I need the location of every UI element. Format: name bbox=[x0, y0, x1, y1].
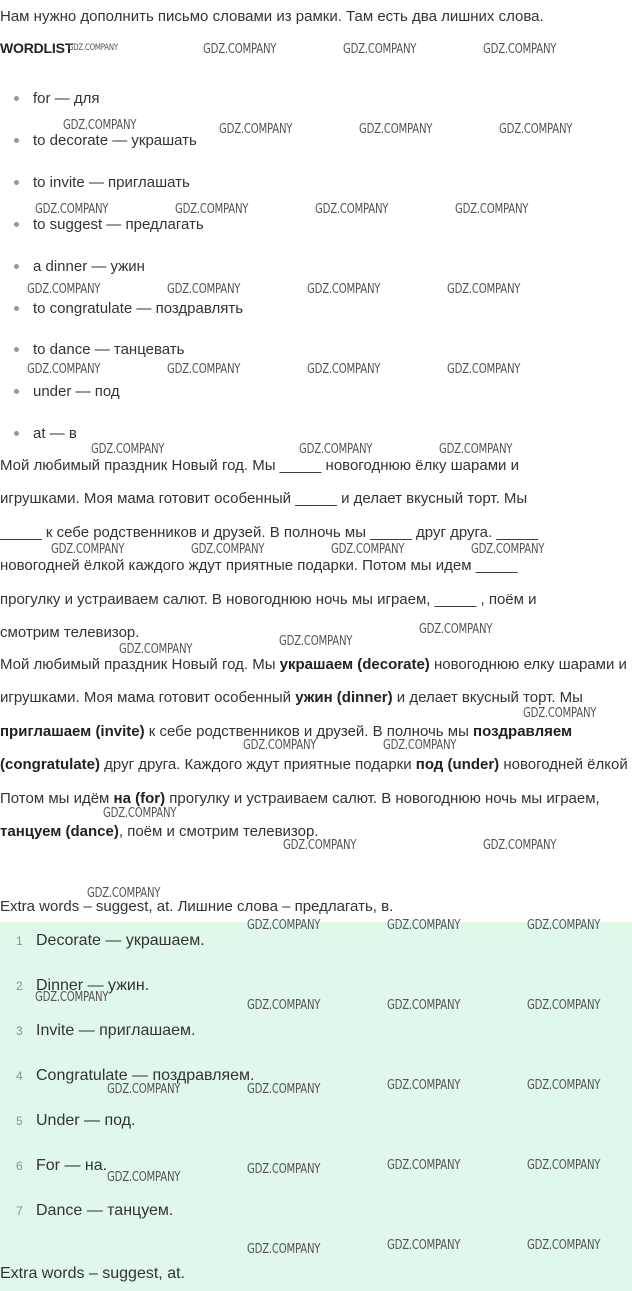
wordlist-item bbox=[14, 132, 197, 149]
gap-text-line: Мой любимый праздник Новый год. Мы _____ новогоднюю ёлку шарами и bbox=[0, 457, 519, 474]
watermark: GDZ.COMPANY bbox=[247, 1162, 321, 1177]
filled-text-segment: и делает вкусный торт. Мы bbox=[392, 689, 583, 707]
wordlist-item-text: at — в bbox=[33, 425, 77, 442]
extra-words-answer: Extra words – suggest, at. bbox=[0, 1265, 185, 1282]
watermark: GDZ.COMPANY bbox=[523, 706, 597, 721]
watermark: GDZ.COMPANY bbox=[387, 1238, 461, 1253]
answer-number: 7 bbox=[16, 1204, 23, 1218]
watermark: GDZ.COMPANY bbox=[471, 542, 545, 557]
filled-text-segment: новогоднюю елку шарами и игрушками. Моя мама готовит особенный bbox=[0, 656, 627, 707]
watermark: GDZ.COMPANY bbox=[103, 806, 177, 821]
answer-item bbox=[16, 1022, 195, 1040]
watermark: GDZ.COMPANY bbox=[383, 738, 457, 753]
wordlist-item-text: to invite — приглашать bbox=[33, 174, 190, 191]
filled-answer: под (under) bbox=[415, 756, 500, 774]
wordlist-item bbox=[14, 383, 120, 400]
filled-answer: на (for) bbox=[113, 789, 166, 807]
answer-text: Under — под. bbox=[36, 1112, 136, 1129]
watermark: GDZ.COMPANY bbox=[447, 362, 521, 377]
answer-item bbox=[16, 1112, 135, 1130]
filled-text-segment: , поём и смотрим телевизор. bbox=[118, 823, 319, 841]
gap-text-line: смотрим телевизор. bbox=[0, 624, 140, 642]
filled-answer: танцуем (dance) bbox=[0, 823, 119, 841]
answer-text: For — на. bbox=[36, 1157, 108, 1174]
wordlist-item-text: to dance — танцевать bbox=[33, 341, 185, 358]
filled-text-segment: новогодней ёлкой Потом мы идём bbox=[0, 756, 628, 807]
watermark: GDZ.COMPANY bbox=[203, 42, 277, 57]
bullet-icon bbox=[14, 389, 19, 394]
filled-text-segment: прогулку и устраиваем салют. В новогоднюю ночь мы играем, bbox=[165, 789, 600, 807]
wordlist-item-text: to congratulate — поздравлять bbox=[33, 300, 244, 317]
wordlist-item-text: to suggest — предлагать bbox=[33, 216, 204, 233]
watermark: GDZ.COMPANY bbox=[35, 990, 109, 1005]
watermark: GDZ.COMPANY bbox=[107, 1170, 181, 1185]
answer-item bbox=[16, 1157, 107, 1175]
bullet-icon bbox=[14, 96, 19, 101]
watermark: GDZ.COMPANY bbox=[63, 118, 137, 133]
watermark: GDZ.COMPANY bbox=[527, 918, 601, 933]
wordlist-item bbox=[14, 425, 77, 442]
watermark: GDZ.COMPANY bbox=[439, 442, 513, 457]
filled-text-segment: к себе родственников и друзей. В полночь мы bbox=[144, 722, 474, 740]
wordlist-item bbox=[14, 174, 190, 191]
filled-answer: украшаем (decorate) bbox=[279, 656, 430, 673]
watermark: GDZ.COMPANY bbox=[247, 998, 321, 1013]
wordlist-title: WORDLIST bbox=[0, 40, 74, 56]
watermark: GDZ.COMPANY bbox=[527, 998, 601, 1013]
watermark: GDZ.COMPANY bbox=[247, 1242, 321, 1257]
bullet-icon bbox=[14, 347, 19, 352]
watermark: GDZ.COMPANY bbox=[455, 202, 529, 217]
wordlist-item-text: to decorate — украшать bbox=[33, 132, 197, 149]
watermark: GDZ.COMPANY bbox=[91, 442, 165, 457]
wordlist-item-text: a dinner — ужин bbox=[33, 258, 145, 275]
watermark: GDZ.COMPANY bbox=[299, 442, 373, 457]
watermark: GDZ.COMPANY bbox=[35, 202, 109, 217]
bullet-icon bbox=[14, 431, 19, 436]
answer-item bbox=[16, 1202, 173, 1220]
watermark: GDZ.COMPANY bbox=[387, 918, 461, 933]
bullet-icon bbox=[14, 138, 19, 143]
watermark: GDZ.COMPANY bbox=[331, 542, 405, 557]
wordlist-item bbox=[14, 216, 204, 233]
watermark: GDZ.COMPANY bbox=[343, 42, 417, 57]
answer-text: Invite — приглашаем. bbox=[36, 1022, 196, 1039]
watermark: GDZ.COMPANY bbox=[87, 886, 161, 901]
wordlist-item bbox=[14, 341, 184, 358]
watermark: GDZ.COMPANY bbox=[307, 282, 381, 297]
wordlist-item-text: under — под bbox=[33, 383, 120, 400]
watermark: GDZ.COMPANY bbox=[279, 634, 353, 649]
wordlist-item-text: for — для bbox=[33, 90, 100, 107]
bullet-icon bbox=[14, 222, 19, 227]
filled-text-segment: Мой любимый праздник Новый год. Мы bbox=[0, 656, 280, 673]
watermark: GDZ.COMPANY bbox=[499, 122, 573, 137]
gap-text-line: новогодней ёлкой каждого ждут приятные подарки. Потом мы идем _____ bbox=[0, 557, 518, 575]
watermark: GDZ.COMPANY bbox=[119, 642, 193, 657]
watermark: GDZ.COMPANY bbox=[527, 1158, 601, 1173]
answer-number: 1 bbox=[16, 934, 23, 948]
watermark: GDZ.COMPANY bbox=[107, 1082, 181, 1097]
bullet-icon bbox=[14, 264, 19, 269]
filled-text-segment: друг друга. Каждого ждут приятные подарки bbox=[100, 756, 416, 774]
watermark: GDZ.COMPANY bbox=[483, 42, 557, 57]
watermark: GDZ.COMPANY bbox=[419, 622, 493, 637]
answer-item bbox=[16, 932, 205, 950]
watermark: GDZ.COMPANY bbox=[247, 1082, 321, 1097]
watermark: GDZ.COMPANY bbox=[27, 362, 101, 377]
watermark: GDZ.COMPANY bbox=[387, 998, 461, 1013]
watermark: GDZ.COMPANY bbox=[483, 838, 557, 853]
wordlist-item bbox=[14, 258, 145, 275]
answer-number: 3 bbox=[16, 1024, 23, 1038]
watermark: GDZ.COMPANY bbox=[167, 282, 241, 297]
task-instruction: Нам нужно дополнить письмо словами из рамки. Там есть два лишних слова. bbox=[0, 8, 544, 25]
answer-text: Congratulate — поздравляем. bbox=[36, 1067, 255, 1084]
bullet-icon bbox=[14, 306, 19, 311]
wordlist-item bbox=[14, 90, 99, 107]
filled-answer: поздравляем (congratulate) bbox=[0, 722, 573, 774]
answer-number: 2 bbox=[16, 979, 23, 993]
watermark: GDZ.COMPANY bbox=[243, 738, 317, 753]
gap-text-line: _____ к себе родственников и друзей. В полночь мы _____ друг друга. _____ bbox=[0, 523, 539, 541]
filled-answer: приглашаем (invite) bbox=[0, 722, 145, 740]
watermark: GDZ.COMPANY bbox=[27, 282, 101, 297]
filled-answer: ужин (dinner) bbox=[295, 689, 393, 707]
extra-words-note: Extra words – suggest, at. Лишние слова – предлагать, в. bbox=[0, 898, 394, 915]
watermark: GDZ.COMPANY bbox=[527, 1078, 601, 1093]
answer-number: 5 bbox=[16, 1114, 23, 1128]
watermark: GDZ.COMPANY bbox=[315, 202, 389, 217]
watermark: GDZ.COMPANY bbox=[359, 122, 433, 137]
watermark: GDZ.COMPANY bbox=[167, 362, 241, 377]
answer-number: 4 bbox=[16, 1069, 23, 1083]
watermark: GDZ.COMPANY bbox=[387, 1078, 461, 1093]
gap-text-line: игрушками. Моя мама готовит особенный _____ и делает вкусный торт. Мы bbox=[0, 490, 528, 508]
answer-text: Dance — танцуем. bbox=[36, 1202, 174, 1219]
answer-text: Dinner — ужин. bbox=[36, 977, 150, 994]
watermark: GDZ.COMPANY bbox=[387, 1158, 461, 1173]
watermark: GDZ.COMPANY bbox=[191, 542, 265, 557]
watermark: GDZ.COMPANY bbox=[307, 362, 381, 377]
wordlist-item bbox=[14, 300, 243, 317]
watermark: GDZ.COMPANY bbox=[247, 918, 321, 933]
watermark: GDZ.COMPANY bbox=[447, 282, 521, 297]
watermark: GDZ.COMPANY bbox=[175, 202, 249, 217]
watermark: GDZ.COMPANY bbox=[68, 43, 118, 53]
bullet-icon bbox=[14, 180, 19, 185]
answer-number: 6 bbox=[16, 1159, 23, 1173]
watermark: GDZ.COMPANY bbox=[51, 542, 125, 557]
watermark: GDZ.COMPANY bbox=[219, 122, 293, 137]
watermark: GDZ.COMPANY bbox=[283, 838, 357, 853]
watermark: GDZ.COMPANY bbox=[527, 1238, 601, 1253]
answer-text: Decorate — украшаем. bbox=[36, 932, 205, 949]
gap-text-line: прогулку и устраиваем салют. В новогоднюю ночь мы играем, _____ , поём и bbox=[0, 590, 537, 608]
